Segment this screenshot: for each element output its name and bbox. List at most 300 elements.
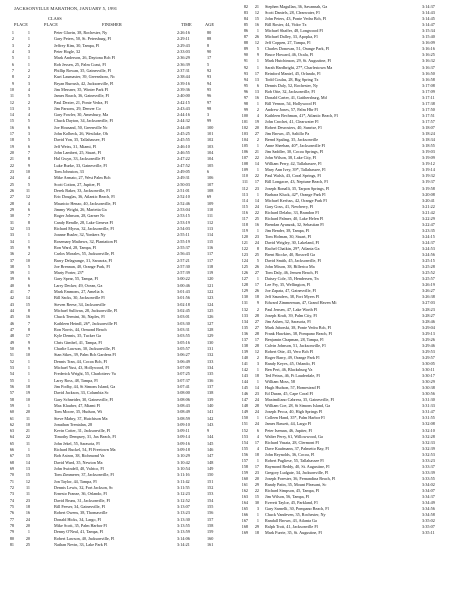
class-place-cell: 11 <box>25 415 30 421</box>
place-cell: 149 <box>241 409 248 415</box>
class-place-cell: 17 <box>254 439 259 445</box>
finisher-cell: Lee Fry, 35, Wellington, Fl <box>265 282 311 288</box>
class-place-cell: 22 <box>25 434 30 440</box>
place-cell: 145 <box>241 385 248 391</box>
place-cell: 157 <box>241 457 248 463</box>
class-place-cell: 9 <box>27 346 30 351</box>
document-title: JACKSONVILLE MARATHON, JANUARY 5, 1991 <box>14 6 118 11</box>
finisher-cell: Jim Saddler, 30, Cocoa Springs, Fl <box>265 149 324 155</box>
table-row <box>0 434 232 440</box>
finisher-cell: Bob Otte, 32, Jacksonville, Fl <box>265 88 315 94</box>
time-cell: 3:22:47 <box>422 221 435 227</box>
finisher-cell: Walter Perry, 61, Willowwood, Ga <box>265 433 323 439</box>
class-place-cell: 2 <box>27 99 30 105</box>
class-place-cell: 14 <box>25 459 30 465</box>
table-row <box>0 485 232 491</box>
place-cell: 49 <box>9 339 14 345</box>
class-place-cell: 7 <box>27 289 30 295</box>
number-cell: 118 <box>207 263 214 269</box>
finisher-cell: Richard Palmer, 40, Lake Helen Fl <box>265 215 324 221</box>
finisher-cell: Steven Reese, 34, Jacksonville <box>54 301 106 307</box>
time-cell: 3:14:21 <box>177 541 190 547</box>
time-cell: 3:32:39 <box>422 445 435 451</box>
time-cell: 3:16:32 <box>422 58 435 64</box>
time-cell: 3:17:57 <box>422 118 435 124</box>
time-cell: 3:18:34 <box>422 137 435 143</box>
time-cell: 3:16:58 <box>422 76 435 82</box>
table-row <box>0 232 232 238</box>
place-cell: 142 <box>241 367 248 372</box>
time-cell: 3:34:02 <box>422 481 435 487</box>
class-place-cell: 18 <box>254 451 259 457</box>
finisher-cell: Ron Norris, 44, Ormond Beach <box>54 327 107 333</box>
time-cell: 3:19:14 <box>422 167 435 173</box>
table-row <box>0 30 232 36</box>
finisher-cell: Gary Sarnelli, 30, Pompano Beach, Fl <box>265 506 329 512</box>
place-cell: 153 <box>241 433 248 439</box>
place-cell: 66 <box>9 447 14 453</box>
time-cell: 3:34:37 <box>422 494 435 500</box>
class-place-cell: 9 <box>27 339 30 345</box>
finisher-cell: John Wilson, 38, Lake City, Fl <box>265 155 317 161</box>
finisher-cell: Luke Burke, 33, Gainesville, Fl <box>54 162 107 168</box>
finisher-cell: Tom Moore, 35, Hudson, Wi <box>54 409 103 415</box>
class-place-cell: 2 <box>256 106 259 112</box>
table-row <box>0 390 232 396</box>
class-place-cell: 2 <box>256 306 259 312</box>
time-cell: 3:34:07 <box>422 488 435 493</box>
class-place-cell: 20 <box>25 522 30 528</box>
finisher-cell: Barbara Kluck, 42*, Orange Park Fl <box>265 191 326 197</box>
table-row <box>0 416 232 422</box>
table-row <box>0 201 232 207</box>
class-place-cell: 16 <box>25 314 30 320</box>
place-cell: 44 <box>9 308 14 314</box>
table-row <box>0 453 232 459</box>
place-cell: 158 <box>241 463 248 469</box>
table-row <box>0 498 232 504</box>
table-row <box>0 150 232 156</box>
time-cell: 3:14:37 <box>422 4 435 9</box>
table-row <box>0 188 232 194</box>
place-cell: 68 <box>9 459 14 465</box>
number-cell: 142 <box>207 415 214 421</box>
place-cell: 160 <box>241 475 248 481</box>
class-place-cell: 19 <box>254 118 259 124</box>
time-cell: 3:28:46 <box>422 318 435 324</box>
time-cell: 3:30:11 <box>422 367 435 372</box>
time-cell: 2:42:15 <box>177 99 190 105</box>
place-cell: 167 <box>241 518 248 524</box>
time-cell: 2:54:03 <box>177 225 190 231</box>
class-place-cell: 26 <box>254 264 259 270</box>
table-row <box>0 194 232 200</box>
class-place-cell: 2 <box>256 137 259 143</box>
place-cell: 155 <box>241 445 248 451</box>
time-cell: 3:03:30 <box>177 320 190 326</box>
table-row <box>0 308 232 314</box>
finisher-cell: Bill Longacre, 43, Neptune Beach, Fl <box>265 179 328 185</box>
class-place-cell: 1 <box>27 232 30 238</box>
table-row <box>0 346 232 352</box>
place-cell: 14 <box>9 112 14 118</box>
finisher-cell: James Roach, 36, Gainesville, Fl <box>54 93 110 99</box>
class-place-cell: 11 <box>25 188 30 193</box>
place-cell: 26 <box>9 188 14 193</box>
place-cell: 151 <box>241 421 248 427</box>
class-place-cell: 6 <box>27 276 30 282</box>
class-place-cell: 18 <box>25 383 30 389</box>
number-cell: 138 <box>207 390 214 396</box>
number-cell: 107 <box>207 181 214 187</box>
table-row <box>0 220 232 226</box>
number-cell: 109 <box>207 200 214 206</box>
time-cell: 3:22:29 <box>422 215 435 221</box>
time-cell: 3:13:59 <box>177 529 190 535</box>
finisher-cell: Michael Shaffer, 48, Longwood Fl <box>265 28 323 34</box>
number-cell: 92 <box>207 67 212 73</box>
time-cell: 3:24:56 <box>422 252 435 258</box>
class-place-cell: 5 <box>27 263 30 269</box>
time-cell: 3:13:55 <box>177 522 190 528</box>
time-cell: 3:17:11 <box>422 94 435 100</box>
time-cell: 3:01:43 <box>177 289 190 295</box>
class-place-cell: 10 <box>25 396 30 402</box>
finisher-cell: Paul Jensen, 47, Lake Worth Fl <box>265 306 318 312</box>
place-cell: 57 <box>9 390 14 396</box>
finisher-cell: Gary Spear, 55, Tampa, Fl <box>54 276 99 282</box>
place-cell: 18 <box>9 137 14 143</box>
place-cell: 154 <box>241 439 248 445</box>
class-place-cell: 1 <box>256 64 259 70</box>
time-cell: 3:07:41 <box>177 383 190 389</box>
time-cell: 3:30:56 <box>422 391 435 397</box>
class-place-cell: 10 <box>25 257 30 263</box>
table-row <box>0 542 232 548</box>
class-place-cell: 1 <box>27 61 30 67</box>
finisher-cell: Ed Duran, 45, Cape Coral Fl <box>265 391 314 397</box>
time-cell: 3:17:38 <box>422 100 435 106</box>
finisher-cell: Joseph Ronalli, 35, Tarpon Springs, Fl <box>265 185 330 191</box>
place-cell: 51 <box>9 352 14 358</box>
place-cell: 58 <box>9 396 14 402</box>
finisher-cell: Dennis Lewis, 32, Fort Jackson, Sc <box>54 485 114 491</box>
time-cell: 3:31:33 <box>422 403 435 409</box>
finisher-cell: Ernesto Franze, 36, Orlando, Fl <box>54 491 107 497</box>
number-cell: 94 <box>207 80 212 86</box>
place-cell: 43 <box>9 301 14 307</box>
finisher-cell: Frank Hawkins, 38, Pompano Beach, Fl <box>265 330 332 336</box>
finisher-cell: Chris Gimbel, 41, Tampa, Fl <box>54 339 102 345</box>
number-cell: 158 <box>207 522 214 528</box>
number-cell: 9 <box>207 428 210 434</box>
class-place-cell: 7 <box>27 150 30 156</box>
finisher-cell: David Jackson, 33, Columbia Sc <box>54 390 109 396</box>
time-cell: 3:29:53 <box>422 348 435 354</box>
time-cell: 3:34:56 <box>422 506 435 512</box>
place-cell: 127 <box>241 276 248 282</box>
class-place-cell: 17 <box>25 333 30 339</box>
place-cell: 106 <box>241 149 248 155</box>
place-cell: 6 <box>11 61 14 67</box>
finisher-cell: Derek Baker, 33, Jacksonville, Fl <box>54 188 110 193</box>
finisher-cell: Bob Astron, 38, Richmond Va <box>54 453 105 459</box>
place-cell: 54 <box>9 371 14 377</box>
time-cell: 3:23:35 <box>422 227 435 233</box>
time-cell: 2:45:55 <box>177 137 190 143</box>
time-cell: 3:02:18 <box>177 301 190 307</box>
place-cell: 33 <box>9 232 14 238</box>
class-place-cell: 1 <box>256 58 259 64</box>
place-cell: 38 <box>9 263 14 269</box>
number-cell: 136 <box>207 377 214 383</box>
finisher-cell: Stephen Magullan, 36, Savannah, Ga <box>265 4 328 9</box>
finisher-cell: Donald Carter, 41, Gaithersburg, Md <box>265 94 327 100</box>
finisher-cell: Mauricio Henao, 40, Jacksonville, Fl <box>54 200 116 206</box>
time-cell: 2:37:31 <box>177 67 190 73</box>
finisher-cell: Robert Desrosiers, 40, Sunrise, Fl <box>265 125 322 130</box>
class-place-cell: 25 <box>254 252 259 258</box>
finisher-cell: Bill Rosier, 44, Vidor Tx <box>265 22 307 28</box>
place-cell: 29 <box>9 206 14 212</box>
class-place-cell: 16 <box>254 22 259 28</box>
time-cell: 3:11:42 <box>177 478 190 484</box>
finisher-cell: Richard Buckel, 54, Fl Freetown Ma <box>54 447 116 453</box>
place-cell: 116 <box>241 209 248 215</box>
class-place-cell: 20 <box>254 475 259 481</box>
table-row <box>0 479 232 485</box>
class-place-cell: 13 <box>25 225 30 231</box>
number-cell: 135 <box>207 371 214 377</box>
class-place-cell: 1 <box>256 379 259 385</box>
finisher-cell: Kyle Dennis, 35, Tucker Ga <box>54 333 101 339</box>
place-cell: 47 <box>9 327 14 333</box>
class-place-cell: 25 <box>25 541 30 547</box>
place-cell: 8 <box>11 74 14 80</box>
number-cell: 101 <box>207 131 214 137</box>
place-cell: 39 <box>9 276 14 282</box>
class-place-cell: 27 <box>254 131 259 137</box>
finisher-cell: Gary Goss, 41, Newberry, Fl <box>265 203 314 209</box>
number-cell: 161 <box>207 541 214 547</box>
class-place-cell: 27 <box>254 318 259 324</box>
table-row <box>0 409 232 415</box>
place-cell: 138 <box>241 342 248 348</box>
class-place-cell: 24 <box>25 516 30 522</box>
class-place-cell: 24 <box>254 397 259 403</box>
place-cell: 22 <box>9 162 14 168</box>
time-cell: 2:57:21 <box>177 257 190 263</box>
class-place-cell: 1 <box>256 457 259 463</box>
place-cell: 61 <box>9 415 14 421</box>
class-place-cell: 1 <box>27 270 30 276</box>
class-place-cell: 10 <box>25 352 30 358</box>
number-cell: 80 <box>207 30 212 35</box>
place-cell: 16 <box>9 124 14 130</box>
place-cell: 60 <box>9 409 14 415</box>
class-place-cell: 6 <box>256 427 259 433</box>
number-cell: 155 <box>207 504 214 509</box>
time-cell: 3:08:49 <box>177 409 190 415</box>
place-cell: 164 <box>241 500 248 506</box>
class-place-cell: 1 <box>256 167 259 173</box>
class-place-cell: 20 <box>25 409 30 415</box>
table-row <box>0 397 232 403</box>
place-cell: 32 <box>9 225 14 231</box>
place-cell: 65 <box>9 440 14 446</box>
place-cell: 165 <box>241 506 248 512</box>
place-cell: 5 <box>11 55 14 61</box>
table-row <box>0 137 232 143</box>
table-row <box>0 144 232 150</box>
finisher-cell: Brendan Ayunzak, 32, Sebastian Fl <box>265 221 324 227</box>
table-row <box>0 175 232 181</box>
table-row <box>0 283 232 289</box>
time-cell: 2:51:01 <box>177 188 190 193</box>
number-cell: 151 <box>207 478 214 484</box>
time-cell: 2:44:49 <box>177 124 190 130</box>
place-cell: 71 <box>9 478 14 484</box>
table-row <box>0 270 232 276</box>
table-row <box>0 106 232 112</box>
table-row <box>0 384 232 390</box>
place-cell: 92 <box>243 64 248 70</box>
time-cell: 2:40:00 <box>177 93 190 99</box>
place-cell: 103 <box>241 131 248 137</box>
table-row <box>0 428 232 434</box>
finisher-cell: Tom Holman, 30, Stuart, Fl <box>265 233 312 239</box>
place-cell: 168 <box>241 524 248 530</box>
class-place-cell: 11 <box>25 440 30 446</box>
place-cell: 13 <box>9 105 14 111</box>
finisher-cell: Denny O'Neal, 41, Tampa, Fl <box>54 529 104 535</box>
time-cell: 3:09:14 <box>177 434 190 440</box>
place-cell: 74 <box>9 497 14 503</box>
class-place-cell: 27 <box>254 270 259 276</box>
number-cell: 103 <box>207 143 214 149</box>
number-cell: 100 <box>207 124 214 130</box>
finisher-cell: Peter Iseman, 46, Jupiter, Fl <box>265 427 312 433</box>
place-cell: 140 <box>241 354 248 360</box>
finisher-cell: Scott Daniels, 28, Clearwater, Fl <box>265 10 320 16</box>
class-place-cell: 17 <box>254 70 259 76</box>
place-cell: 129 <box>241 288 248 294</box>
class-place-cell: 1 <box>256 227 259 233</box>
time-cell: 3:16:09 <box>422 40 435 46</box>
class-place-cell: 20 <box>254 125 259 130</box>
class-place-cell: 3 <box>27 105 30 111</box>
class-place-cell: 1 <box>27 364 30 370</box>
class-place-cell: 22 <box>254 209 259 215</box>
time-cell: 3:29:46 <box>422 342 435 348</box>
place-cell: 133 <box>241 312 248 318</box>
time-cell: 3:10:29 <box>177 453 190 459</box>
time-cell: 3:35:11 <box>422 530 435 536</box>
class-place-cell: 4 <box>27 112 30 118</box>
class-place-cell: 1 <box>27 447 30 453</box>
time-cell: 3:15:40 <box>422 34 435 40</box>
number-cell: 113 <box>207 225 214 231</box>
class-place-cell: 22 <box>254 488 259 493</box>
class-place-cell: 29 <box>254 524 259 530</box>
time-cell: 3:34:49 <box>422 500 435 506</box>
place-cell: 24 <box>9 175 14 181</box>
finisher-cell: Randy Patin, 35, Mount Pleasant, Sc <box>265 481 327 487</box>
finisher-cell: Joe Housand, 50, Greenville Nc <box>54 124 108 130</box>
place-cell: 52 <box>9 358 14 364</box>
finisher-cell: John Mixon, 38, Billerica Ma <box>265 264 315 270</box>
place-cell: 98 <box>243 100 248 106</box>
number-cell: 127 <box>207 320 214 326</box>
finisher-cell: Tom Johnston, 33 <box>54 169 84 175</box>
class-place-cell: 1 <box>256 367 259 372</box>
finisher-cell: Mark Furrie, 35, St. Augustine, Fl <box>265 530 322 536</box>
table-row <box>0 213 232 219</box>
finisher-cell: Mark Jaborski, 38, Ponte Vedra Bch, Fl <box>265 324 332 330</box>
time-cell: 3:05:57 <box>177 346 190 351</box>
number-cell: 154 <box>207 497 214 503</box>
time-cell: 2:43:43 <box>177 105 190 111</box>
finisher-cell: Jimmy Wright, 26, Marietta Ga <box>54 206 107 212</box>
place-cell: 27 <box>9 194 14 200</box>
place-cell: 86 <box>243 28 248 34</box>
table-row <box>0 378 232 384</box>
place-cell: 141 <box>241 360 248 366</box>
finisher-cell: William Coe, 28, St Simons Island, Ga <box>265 403 331 409</box>
place-cell: 25 <box>9 181 14 187</box>
time-cell: 3:14:06 <box>177 535 190 541</box>
class-place-cell: 28 <box>254 342 259 348</box>
finisher-cell: Dennis Daly, 52, Rochester, Ny <box>265 82 318 88</box>
time-cell: 3:31:30 <box>422 397 435 403</box>
class-place-cell: 3 <box>27 48 30 54</box>
time-cell: 2:36:29 <box>177 55 190 61</box>
class-place-cell: 1 <box>256 100 259 106</box>
finisher-cell: Colleen Hand, 35*, Palm Harbor Fl <box>265 415 325 421</box>
time-cell: 3:17:08 <box>422 82 435 88</box>
table-row <box>0 441 232 447</box>
place-cell: 132 <box>241 306 248 312</box>
finisher-cell: Richard Delabo, 33, Brandon Fl <box>265 209 319 215</box>
place-cell: 35 <box>9 244 14 250</box>
finisher-cell: James Bassett, 44, Largo Fl <box>265 421 312 427</box>
finisher-cell: Mark Hutchinson, 29, St. Augustine, Fl <box>265 58 331 64</box>
finisher-cell: Charles Donovan, 51, Orange Park, Fl <box>265 46 330 52</box>
time-cell: 3:28:23 <box>422 306 435 312</box>
place-cell: 148 <box>241 403 248 409</box>
class-place-cell: 29 <box>254 481 259 487</box>
place-cell: 137 <box>241 336 248 342</box>
class-place-cell: 3 <box>256 506 259 512</box>
place-cell: 87 <box>243 34 248 40</box>
time-cell: 3:18:24 <box>422 131 435 137</box>
place-cell: 150 <box>241 415 248 421</box>
time-cell: 3:16:16 <box>422 46 435 52</box>
number-cell: 156 <box>207 510 214 516</box>
finisher-cell: Paul Dexter, 21, Ponte Vedra, Fl <box>54 99 108 105</box>
place-cell: 123 <box>241 252 248 258</box>
time-cell: 3:01:56 <box>177 295 190 301</box>
place-cell: 55 <box>9 377 14 383</box>
place-cell: 111 <box>242 179 248 185</box>
place-cell: 115 <box>241 203 248 209</box>
place-cell: 119 <box>241 227 248 233</box>
place-cell: 84 <box>243 16 248 22</box>
finisher-cell: Carlos Morales, 55, Jacksonville, Fl <box>54 251 115 257</box>
place-cell: 76 <box>9 510 14 516</box>
finisher-cell: Kevin Cotter, 31, Jacksonville, Fl <box>54 428 111 434</box>
place-cell: 28 <box>9 200 14 206</box>
